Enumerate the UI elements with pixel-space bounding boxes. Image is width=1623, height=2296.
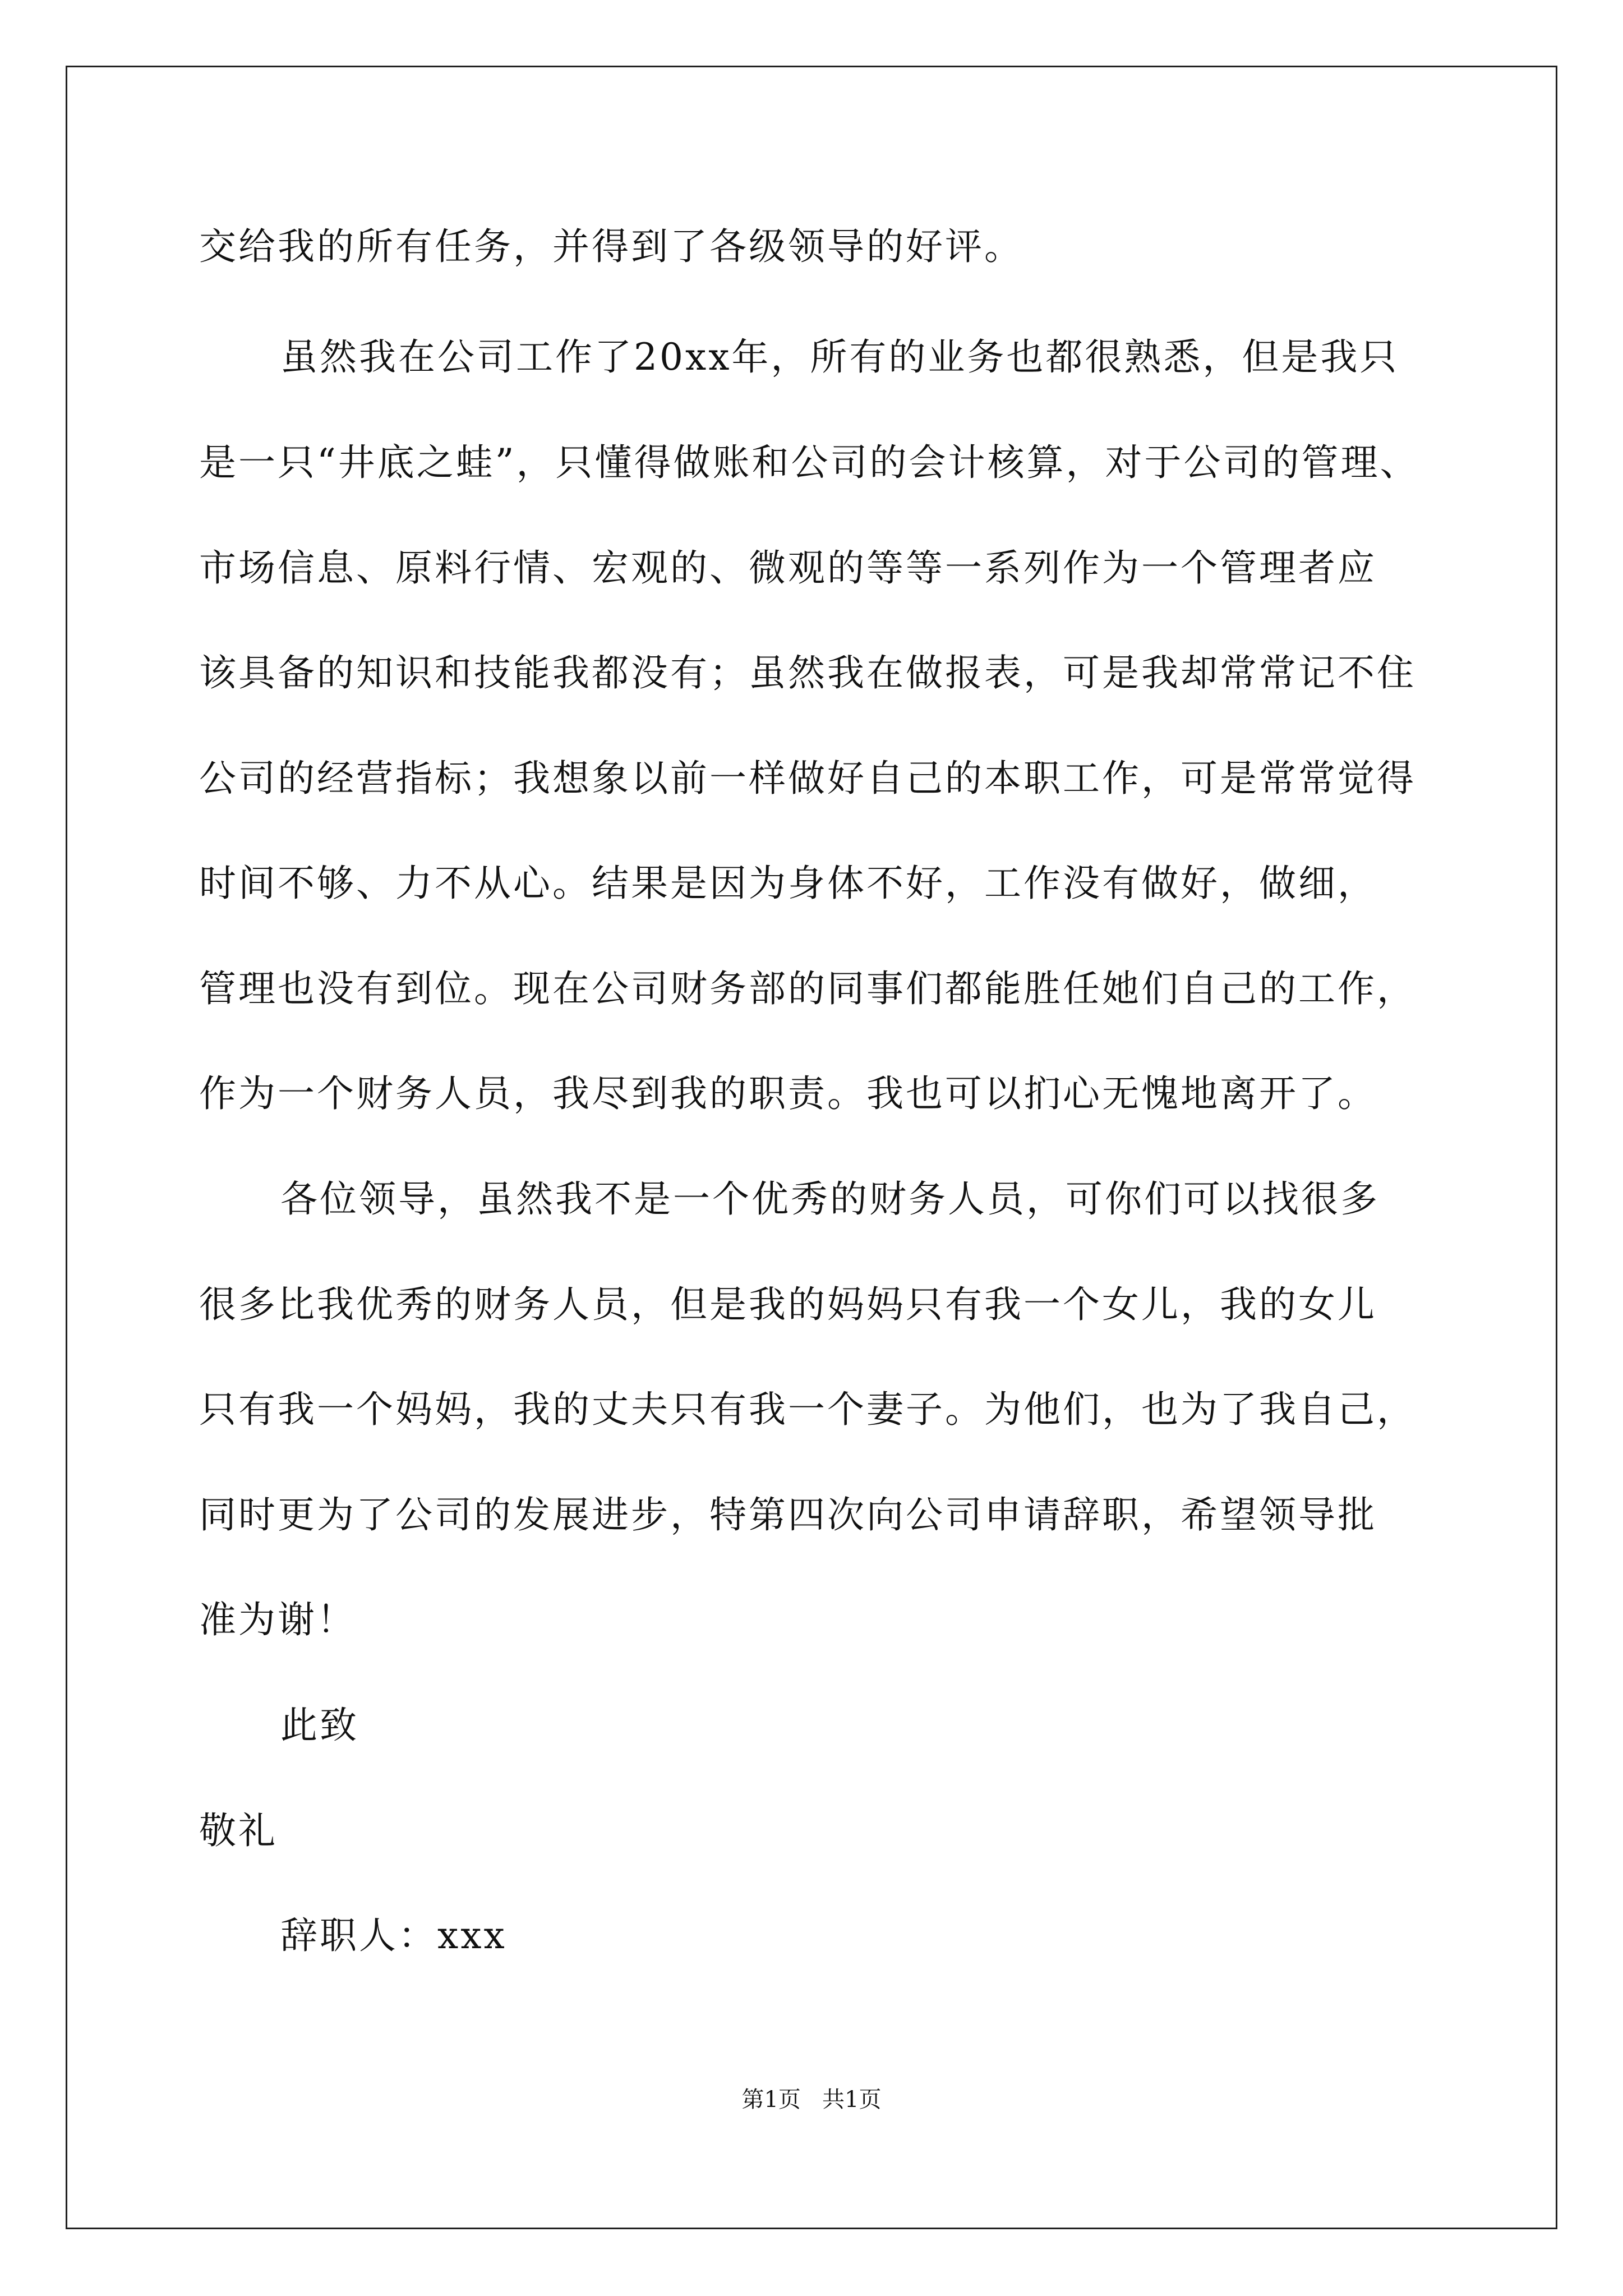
letter-line-1: 交给我的所有任务，并得到了各级领导的好评。 <box>199 225 1023 268</box>
letter-line-11: 很多比我优秀的财务人员，但是我的妈妈只有我一个女儿，我的女儿 <box>199 1283 1377 1326</box>
closing-regards: 敬礼 <box>199 1809 278 1852</box>
letter-line-10: 各位领导，虽然我不是一个优秀的财务人员，可你们可以找很多 <box>280 1177 1380 1221</box>
closing-salutation: 此致 <box>280 1704 359 1747</box>
signature-line: 辞职人：xxx <box>280 1914 507 1957</box>
letter-line-6: 公司的经营指标；我想象以前一样做好自己的本职工作，可是常常觉得 <box>199 757 1416 800</box>
letter-line-3: 是一只“井底之蛙”，只懂得做账和公司的会计核算，对于公司的管理、 <box>199 441 1419 484</box>
letter-line-8: 管理也没有到位。现在公司财务部的同事们都能胜任她们自己的工作， <box>199 967 1416 1010</box>
page-border <box>66 66 1557 2229</box>
letter-line-14: 准为谢！ <box>199 1598 356 1641</box>
letter-line-9: 作为一个财务人员，我尽到我的职责。我也可以扪心无愧地离开了。 <box>199 1072 1377 1115</box>
letter-line-4: 市场信息、原料行情、宏观的、微观的等等一系列作为一个管理者应 <box>199 546 1377 590</box>
letter-line-13: 同时更为了公司的发展进步，特第四次向公司申请辞职，希望领导批 <box>199 1493 1377 1536</box>
letter-line-7: 时间不够、力不从心。结果是因为身体不好，工作没有做好，做细， <box>199 862 1377 905</box>
letter-line-2: 虽然我在公司工作了20xx年，所有的业务也都很熟悉，但是我只 <box>280 335 1399 379</box>
letter-line-12: 只有我一个妈妈，我的丈夫只有我一个妻子。为他们，也为了我自己， <box>199 1388 1416 1431</box>
page-footer: 第1页 共1页 <box>741 2087 882 2113</box>
letter-line-5: 该具备的知识和技能我都没有；虽然我在做报表，可是我却常常记不住 <box>199 651 1416 694</box>
